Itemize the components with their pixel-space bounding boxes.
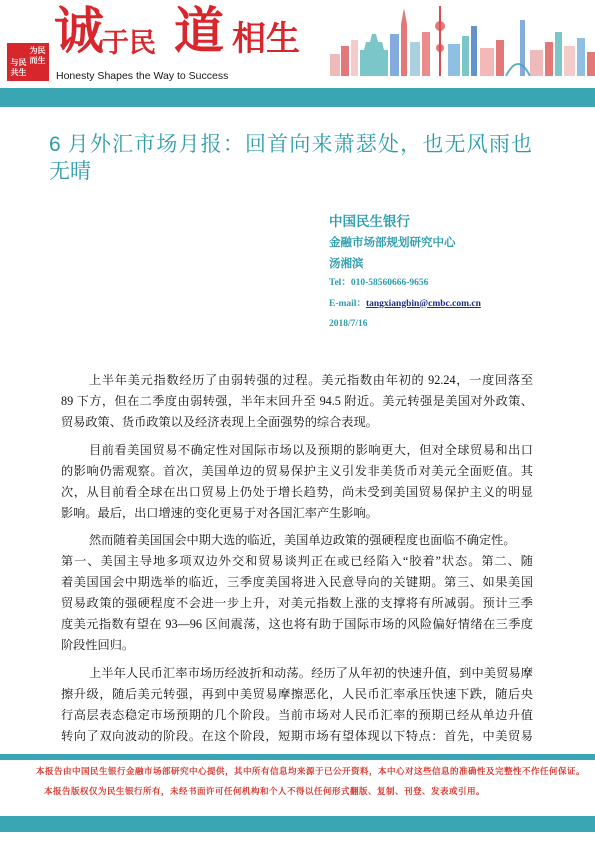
body-line: 然而随着美国国会中期大选的临近，美国单边政策的强硬程度也面临不确定性。	[89, 533, 516, 547]
calligraphy-char: 于民	[102, 28, 156, 59]
skyline-building	[341, 46, 349, 76]
tel-label: Tel：	[329, 278, 351, 289]
seal-column-right	[28, 46, 47, 66]
skyline-building	[351, 40, 358, 76]
skyline-building	[401, 24, 407, 76]
body-line: 贸易政策的强硬程度不会进一步上升，对美元指数上涨的支撑将有所减弱。预计三季	[61, 596, 533, 610]
body-line: 擦升级，随后美元转强，再到中美贸易摩擦恶化，人民币汇率承压快速下跌，随后央	[61, 686, 533, 701]
skyline-building	[422, 32, 430, 76]
author-email	[329, 294, 569, 314]
email-link[interactable]: tangxiangbin@cmbc.com.cn	[365, 298, 481, 309]
bank-name: 中国民生银行	[329, 214, 410, 230]
body-line: 的影响仍需观察。首次，美国单边的贸易保护主义引发非美货币对美元全面贬值。其	[61, 463, 533, 478]
skyline-building	[587, 52, 595, 76]
skyline-building	[390, 34, 399, 76]
author-name: 汤湘滨	[329, 255, 364, 270]
skyline-building	[471, 26, 477, 76]
body-line: 影响。最后，出口增速的变化更易于对各国汇率产生影响。	[61, 505, 378, 520]
skyline-building	[577, 38, 585, 76]
body-line: 阶段性回归。	[61, 638, 135, 652]
footer-top-band	[0, 754, 595, 760]
department-name: 金融市场部规划研究中心	[329, 235, 456, 250]
report-title-line: 无晴	[49, 160, 91, 183]
paragraph	[61, 370, 533, 433]
body-line: 着美国国会中期选举的临近，三季度美国将进入民意导向的关键期。第三、如果美国	[61, 575, 533, 589]
body-line: 次，从目前看全球在出口贸易上仍处于增长趋势，尚未受到美国贸易保护主义的明显	[61, 484, 533, 499]
body-line: 89 下方，但在二季度由弱转强，半年末回升至 94.5 附近。美元转强是美国对外政策、	[61, 394, 533, 408]
skyline-tv-tower-sphere	[435, 21, 445, 31]
body-line: 度美元指数有望在 93—96 区间震荡，这也将有助于国际市场的风险偏好情绪在三季度	[61, 617, 533, 631]
skyline-building	[496, 40, 504, 76]
skyline-building	[564, 46, 575, 76]
body-line: 行高层表态稳定市场预期的几个阶段。当前市场对人民币汇率的预期已经从单边升值	[61, 707, 533, 722]
skyline-building	[555, 32, 562, 76]
body-line: 目前看美国贸易不确定性对国际市场以及预期的影响更大，但对全球贸易和出口	[89, 442, 533, 457]
calligraphy-char: 相生	[232, 19, 300, 59]
footer-copyright: 本报告版权仅为民生银行所有，未经书面许可任何机构和个人不得以任何形式翻版、复制、刊登、发表或引用。	[44, 787, 486, 797]
skyline-building	[448, 44, 460, 76]
skyline-building	[545, 42, 553, 76]
body-line: 转向了双向波动的阶段。在这个阶段，短期市场有望体现以下特点：首先，中美贸易	[61, 728, 533, 743]
seal-text: 与民	[10, 58, 27, 67]
logo-seal	[7, 43, 49, 81]
author-tel	[329, 273, 569, 293]
report-body	[61, 370, 533, 753]
body-line: 贸易政策、货币政策以及经济表现上全面强势的综合表现。	[61, 415, 378, 429]
skyline-spire	[401, 8, 407, 24]
body-line: 上半年美元指数经历了由弱转强的过程。美元指数由年初的 92.24，一度回落至	[89, 373, 533, 387]
seal-column-left	[9, 58, 28, 78]
skyline-building	[480, 48, 494, 76]
paragraph	[61, 663, 533, 747]
email-label: E-mail：	[329, 298, 366, 309]
seal-text: 而生	[29, 56, 46, 65]
tel-number: 010-58560666-9656	[350, 278, 429, 289]
skyline-bridge	[506, 64, 530, 76]
report-title-line: 6 月外汇市场月报：回首向来萧瑟处，也无风雨也	[49, 133, 532, 156]
calligraphy-char: 诚	[54, 1, 104, 60]
seal-text: 共生	[10, 68, 27, 77]
skyline-building	[462, 36, 469, 76]
skyline-building	[530, 50, 543, 76]
report-title	[49, 131, 532, 185]
footer-bottom-band	[0, 816, 595, 832]
body-line: 上半年人民币汇率市场历经波折和动荡。经历了从年初的快速升值，到中美贸易摩	[89, 665, 533, 680]
skyline-building	[410, 42, 420, 76]
skyline-tv-tower-sphere	[436, 44, 444, 52]
report-date: 2018/7/16	[329, 318, 368, 329]
skyline-building	[330, 54, 340, 76]
footer-disclaimer: 本报告由中国民生银行金融市场部研究中心提供，其中所有信息均来源于已公开资料，本中心对这些信息的准确性及完整性不作任何保证。	[36, 767, 586, 777]
paragraph	[61, 530, 533, 656]
paragraph	[61, 440, 533, 524]
skyline-pagoda	[360, 34, 388, 76]
body-line: 第一、美国主导地多项双边外交和贸易谈判正在或已经陷入“胶着”状态。第二、随	[61, 554, 533, 568]
seal-text: 为民	[29, 46, 46, 55]
calligraphy-char: 道	[174, 1, 224, 60]
author-block	[329, 212, 569, 334]
logo-slogan: Honesty Shapes the Way to Success	[56, 70, 229, 82]
skyline-building	[520, 20, 525, 76]
header-band	[0, 88, 595, 107]
city-skyline-illustration	[330, 4, 595, 76]
